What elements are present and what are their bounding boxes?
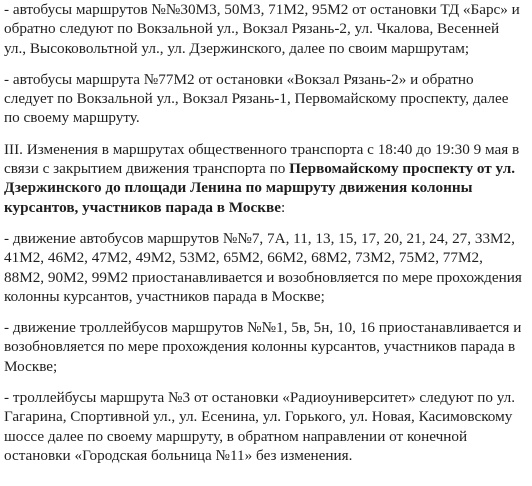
paragraph-gap (4, 376, 522, 388)
paragraph-gap (4, 128, 522, 140)
section-iii-bold-route: Первомайскому проспекту от ул. Дзержинского до площади Ленина по маршруту движения колонны курсантов, участников парада в Москве (4, 160, 516, 216)
paragraph-gap (4, 217, 522, 229)
document-body (4, 0, 522, 465)
paragraph-gap (4, 306, 522, 318)
paragraph-bus-77: - автобусы маршрута №77М2 от остановки «Вокзал Рязань-2» и обратно следует по Вокзальной ул., Вокзал Рязань-1, Первомайскому проспекту, далее по своему маршруту. (4, 70, 509, 127)
paragraph-trolleybus-suspension: - движение троллейбусов маршрутов №№1, 5в, 5н, 10, 16 приостанавливается и возобновляется по мере прохождения колонны курсантов, участников парада в Москве; (4, 319, 522, 375)
paragraph-buses-30-50-71-95: - автобусы маршрутов №№30М3, 50М3, 71М2, 95М2 от остановки ТД «Барс» и обратно следуют по Вокзальной ул., Вокзал Рязань-2, ул. Чкалова, Весенней ул., Высоковольтной ул., ул. Дзержинского, далее по своим маршрутам; (4, 1, 520, 57)
paragraph-gap (4, 58, 522, 70)
section-iii-colon: : (280, 198, 286, 216)
paragraph-trolleybus-3: - троллейбусы маршрута №3 от остановки «Радиоуниверситет» следуют по ул. Гагарина, Спортивной ул., ул. Есенина, ул. Горького, ул. Новая, Касимовскому шоссе далее по своему маршруту, в обратном направлении от конечной остановки «Городская больница №11» без изменения. (4, 389, 516, 464)
section-iii-intro: III. Изменения в маршрутах общественного транспорта с 18:40 до 19:30 9 мая в связи с закрытием движения транспорта по (4, 140, 520, 178)
paragraph-section-iii (4, 140, 522, 217)
paragraph-bus-suspension: - движение автобусов маршрутов №№7, 7А, 11, 13, 15, 17, 20, 21, 24, 27, 33М2, 41М2, 46М2, 47М2, 49М2, 53М2, 65М2, 66М2, 68М2, 73М2, 75М2, 77М2, 88М2, 90М2, 99М2 приостанавливается и возобновляется по мере прохождения колонны курсантов, участников парада в Москве; (4, 229, 522, 305)
